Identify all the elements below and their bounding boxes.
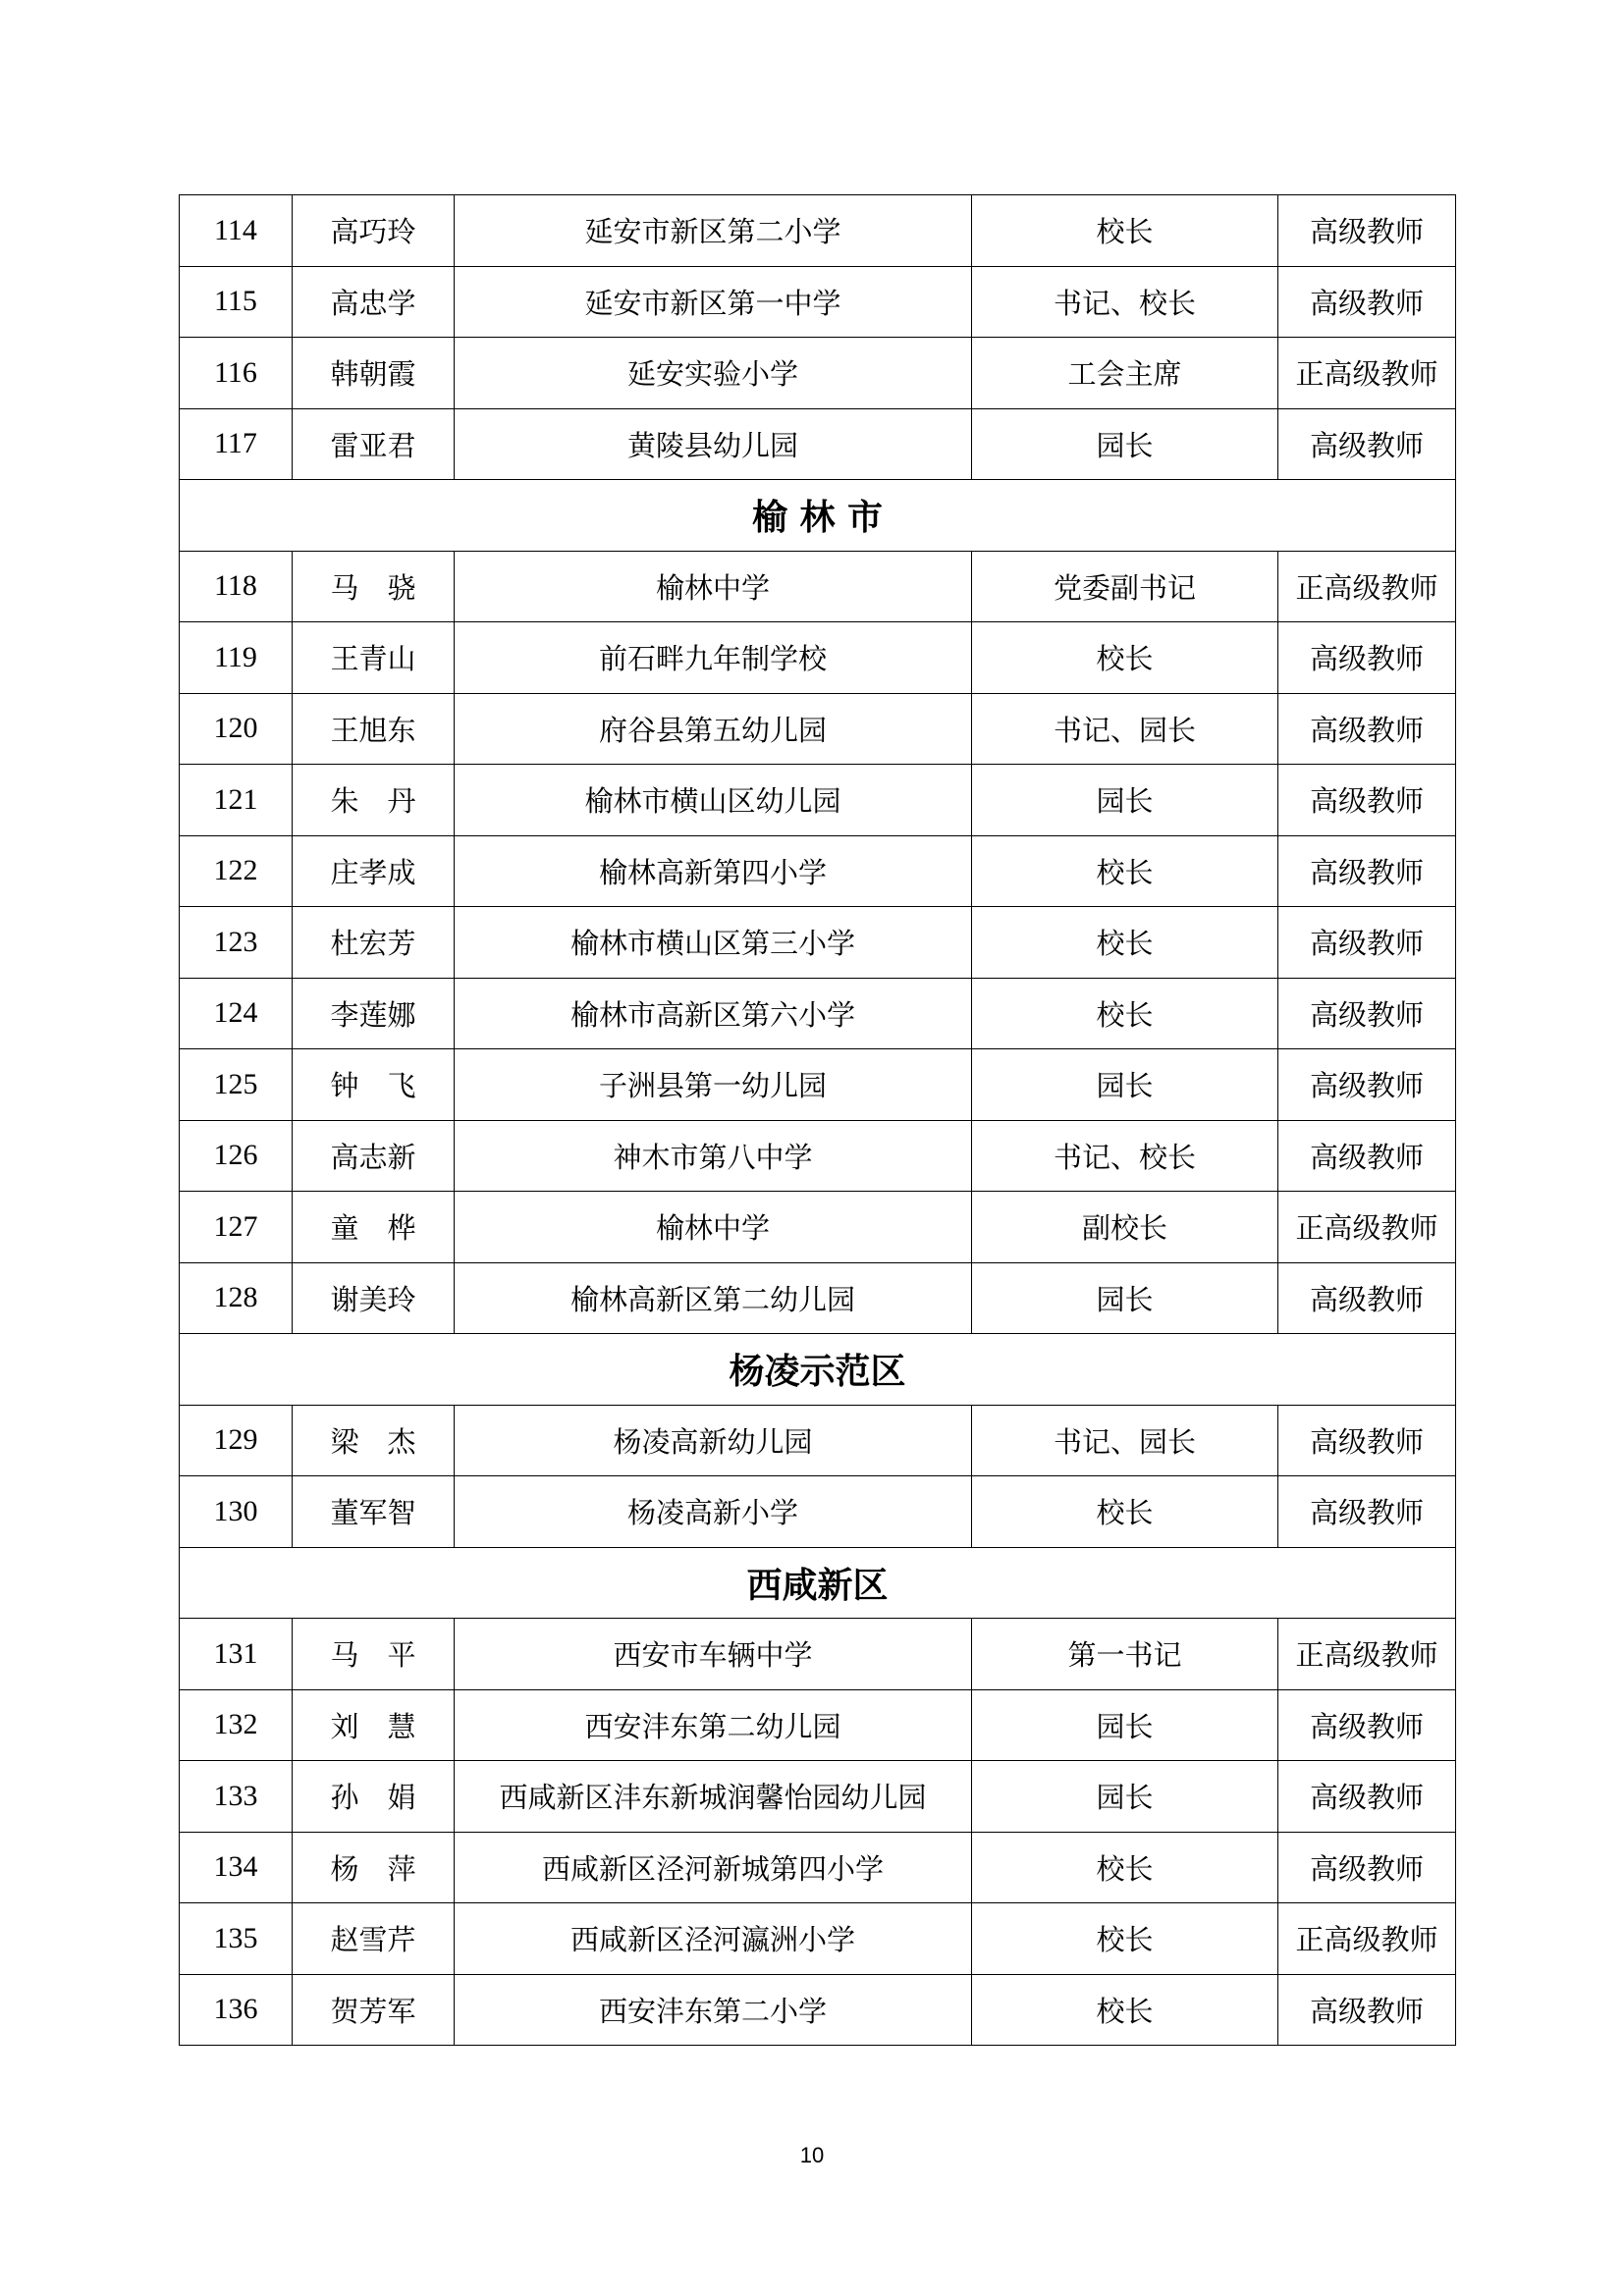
person-name: 高忠学	[293, 266, 455, 338]
table-row	[180, 1120, 1456, 1192]
table-row	[180, 1476, 1456, 1548]
table-row	[180, 907, 1456, 979]
position-cell: 校长	[972, 978, 1278, 1049]
position-cell: 园长	[972, 765, 1278, 836]
region-header-row	[180, 480, 1456, 552]
table-row	[180, 1761, 1456, 1833]
person-name: 高巧玲	[293, 195, 455, 267]
school-name: 西咸新区泾河瀛洲小学	[455, 1903, 972, 1975]
person-name: 庄孝成	[293, 835, 455, 907]
school-name: 西安沣东第二小学	[455, 1974, 972, 2046]
title-cell: 正高级教师	[1278, 338, 1456, 409]
position-cell: 校长	[972, 1903, 1278, 1975]
position-cell: 书记、校长	[972, 1120, 1278, 1192]
position-cell: 园长	[972, 1689, 1278, 1761]
table-row	[180, 1049, 1456, 1121]
school-name: 府谷县第五幼儿园	[455, 693, 972, 765]
position-cell: 园长	[972, 1049, 1278, 1121]
position-cell: 校长	[972, 1832, 1278, 1903]
title-cell: 高级教师	[1278, 1405, 1456, 1476]
person-name: 赵雪芹	[293, 1903, 455, 1975]
school-name: 西安沣东第二幼儿园	[455, 1689, 972, 1761]
table-row	[180, 1903, 1456, 1975]
title-cell: 高级教师	[1278, 1832, 1456, 1903]
region-name: 杨凌示范区	[180, 1334, 1456, 1406]
row-number: 133	[180, 1761, 293, 1833]
school-name: 榆林中学	[455, 551, 972, 622]
table-row	[180, 338, 1456, 409]
row-number: 136	[180, 1974, 293, 2046]
position-cell: 园长	[972, 1761, 1278, 1833]
school-name: 前石畔九年制学校	[455, 622, 972, 694]
table-row	[180, 1192, 1456, 1263]
person-name: 韩朝霞	[293, 338, 455, 409]
row-number: 126	[180, 1120, 293, 1192]
position-cell: 第一书记	[972, 1619, 1278, 1690]
school-name: 西咸新区沣东新城润馨怡园幼儿园	[455, 1761, 972, 1833]
row-number: 118	[180, 551, 293, 622]
row-number: 116	[180, 338, 293, 409]
position-cell: 书记、园长	[972, 1405, 1278, 1476]
region-header-row	[180, 1547, 1456, 1619]
row-number: 120	[180, 693, 293, 765]
row-number: 114	[180, 195, 293, 267]
school-name: 延安实验小学	[455, 338, 972, 409]
region-header-row	[180, 1334, 1456, 1406]
school-name: 延安市新区第二小学	[455, 195, 972, 267]
title-cell: 高级教师	[1278, 195, 1456, 267]
title-cell: 正高级教师	[1278, 1619, 1456, 1690]
school-name: 榆林中学	[455, 1192, 972, 1263]
row-number: 125	[180, 1049, 293, 1121]
table-row	[180, 693, 1456, 765]
row-number: 132	[180, 1689, 293, 1761]
row-number: 134	[180, 1832, 293, 1903]
region-name: 榆 林 市	[180, 480, 1456, 552]
row-number: 124	[180, 978, 293, 1049]
table-row	[180, 1405, 1456, 1476]
position-cell: 校长	[972, 195, 1278, 267]
row-number: 122	[180, 835, 293, 907]
position-cell: 园长	[972, 1262, 1278, 1334]
school-name: 榆林市高新区第六小学	[455, 978, 972, 1049]
person-name: 杨 萍	[293, 1832, 455, 1903]
row-number: 130	[180, 1476, 293, 1548]
table-row	[180, 408, 1456, 480]
school-name: 榆林市横山区第三小学	[455, 907, 972, 979]
school-name: 子洲县第一幼儿园	[455, 1049, 972, 1121]
title-cell: 正高级教师	[1278, 551, 1456, 622]
title-cell: 高级教师	[1278, 907, 1456, 979]
page-number: 10	[799, 2143, 825, 2167]
school-name: 杨凌高新小学	[455, 1476, 972, 1548]
row-number: 115	[180, 266, 293, 338]
table-row	[180, 1974, 1456, 2046]
school-name: 西安市车辆中学	[455, 1619, 972, 1690]
person-name: 刘 慧	[293, 1689, 455, 1761]
row-number: 119	[180, 622, 293, 694]
title-cell: 正高级教师	[1278, 1192, 1456, 1263]
title-cell: 高级教师	[1278, 1689, 1456, 1761]
person-name: 钟 飞	[293, 1049, 455, 1121]
school-name: 榆林高新区第二幼儿园	[455, 1262, 972, 1334]
person-name: 杜宏芳	[293, 907, 455, 979]
position-cell: 校长	[972, 835, 1278, 907]
person-name: 王旭东	[293, 693, 455, 765]
title-cell: 高级教师	[1278, 266, 1456, 338]
title-cell: 高级教师	[1278, 978, 1456, 1049]
title-cell: 高级教师	[1278, 765, 1456, 836]
table-row	[180, 1689, 1456, 1761]
person-name: 童 桦	[293, 1192, 455, 1263]
title-cell: 高级教师	[1278, 1049, 1456, 1121]
position-cell: 园长	[972, 408, 1278, 480]
title-cell: 高级教师	[1278, 1262, 1456, 1334]
position-cell: 书记、园长	[972, 693, 1278, 765]
row-number: 131	[180, 1619, 293, 1690]
school-name: 延安市新区第一中学	[455, 266, 972, 338]
title-cell: 高级教师	[1278, 835, 1456, 907]
person-name: 王青山	[293, 622, 455, 694]
position-cell: 副校长	[972, 1192, 1278, 1263]
table-row	[180, 195, 1456, 267]
table-row	[180, 622, 1456, 694]
person-name: 高志新	[293, 1120, 455, 1192]
school-name: 神木市第八中学	[455, 1120, 972, 1192]
region-name: 西咸新区	[180, 1547, 1456, 1619]
person-name: 马 骁	[293, 551, 455, 622]
person-name: 贺芳军	[293, 1974, 455, 2046]
title-cell: 高级教师	[1278, 1120, 1456, 1192]
position-cell: 工会主席	[972, 338, 1278, 409]
table-row	[180, 978, 1456, 1049]
position-cell: 校长	[972, 907, 1278, 979]
position-cell: 校长	[972, 1974, 1278, 2046]
title-cell: 高级教师	[1278, 1761, 1456, 1833]
row-number: 117	[180, 408, 293, 480]
person-name: 梁 杰	[293, 1405, 455, 1476]
row-number: 127	[180, 1192, 293, 1263]
person-name: 雷亚君	[293, 408, 455, 480]
position-cell: 校长	[972, 1476, 1278, 1548]
school-name: 榆林高新第四小学	[455, 835, 972, 907]
row-number: 123	[180, 907, 293, 979]
roster-table	[179, 194, 1456, 2046]
title-cell: 高级教师	[1278, 1476, 1456, 1548]
person-name: 马 平	[293, 1619, 455, 1690]
table-row	[180, 266, 1456, 338]
school-name: 杨凌高新幼儿园	[455, 1405, 972, 1476]
person-name: 李莲娜	[293, 978, 455, 1049]
person-name: 孙 娟	[293, 1761, 455, 1833]
table-row	[180, 835, 1456, 907]
table-row	[180, 1619, 1456, 1690]
title-cell: 高级教师	[1278, 693, 1456, 765]
school-name: 榆林市横山区幼儿园	[455, 765, 972, 836]
person-name: 董军智	[293, 1476, 455, 1548]
roster-body	[180, 195, 1456, 2046]
row-number: 121	[180, 765, 293, 836]
school-name: 黄陵县幼儿园	[455, 408, 972, 480]
title-cell: 高级教师	[1278, 1974, 1456, 2046]
position-cell: 书记、校长	[972, 266, 1278, 338]
title-cell: 正高级教师	[1278, 1903, 1456, 1975]
table-row	[180, 1832, 1456, 1903]
row-number: 135	[180, 1903, 293, 1975]
table-row	[180, 1262, 1456, 1334]
row-number: 129	[180, 1405, 293, 1476]
table-row	[180, 551, 1456, 622]
table-row	[180, 765, 1456, 836]
title-cell: 高级教师	[1278, 622, 1456, 694]
position-cell: 校长	[972, 622, 1278, 694]
title-cell: 高级教师	[1278, 408, 1456, 480]
person-name: 朱 丹	[293, 765, 455, 836]
person-name: 谢美玲	[293, 1262, 455, 1334]
position-cell: 党委副书记	[972, 551, 1278, 622]
row-number: 128	[180, 1262, 293, 1334]
school-name: 西咸新区泾河新城第四小学	[455, 1832, 972, 1903]
